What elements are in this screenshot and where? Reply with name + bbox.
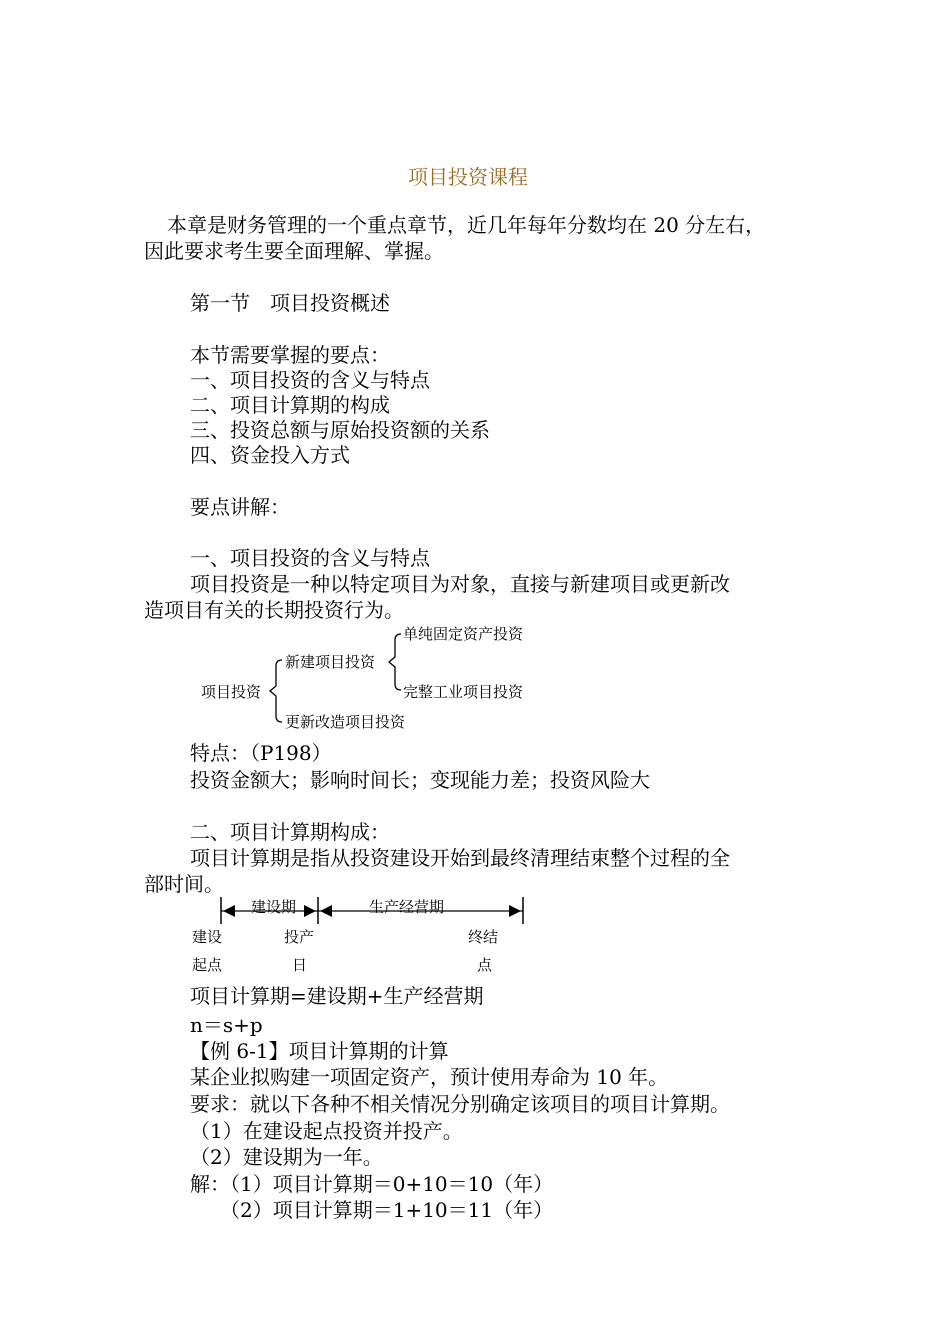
arrow-head (223, 905, 235, 917)
part1-definition-line-1: 项目投资是一种以特定项目为对象，直接与新建项目或更新改 (190, 572, 730, 596)
operation-date-label-2: 日 (292, 956, 308, 974)
part2-definition-line-2: 部时间。 (144, 872, 224, 896)
key-point-item: 二、项目计算期的构成 (190, 393, 390, 417)
end-point-label-2: 点 (477, 956, 493, 974)
part1-definition-line-2: 造项目有关的长期投资行为。 (144, 598, 404, 622)
diagram-pure-fixed-label: 单纯固定资产投资 (403, 625, 524, 643)
diagram-root-label: 项目投资 (201, 683, 262, 701)
page-title: 项目投资课程 (408, 165, 528, 189)
key-point-item: 三、投资总额与原始投资额的关系 (190, 418, 490, 442)
diagram-complete-industrial-label: 完整工业项目投资 (403, 683, 524, 701)
example-solution-1: 解：（1）项目计算期＝0+10＝10（年） (190, 1172, 554, 1196)
part2-definition-line-1: 项目计算期是指从投资建设开始到最终清理结束整个过程的全 (190, 846, 730, 870)
production-period-label: 生产经营期 (369, 898, 445, 916)
example-line-1: 某企业拟购建一项固定资产，预计使用寿命为 10 年。 (190, 1065, 669, 1089)
part2-heading: 二、项目计算期构成： (190, 820, 390, 844)
example-case-1: （1）在建设起点投资并投产。 (190, 1119, 463, 1143)
operation-date-label-1: 投产 (284, 928, 315, 946)
construction-period-label: 建设期 (251, 898, 297, 916)
formula-period: 项目计算期=建设期+生产经营期 (190, 984, 484, 1008)
key-point-item: 四、资金投入方式 (190, 443, 350, 467)
start-point-label-1: 建设 (192, 928, 223, 946)
features-label: 特点：（P198） (190, 741, 332, 765)
arrow-head (320, 905, 332, 917)
key-point-item: 一、项目投资的含义与特点 (190, 368, 430, 392)
example-solution-2: （2）项目计算期＝1+10＝11（年） (190, 1198, 554, 1222)
end-point-label-1: 终结 (468, 928, 499, 946)
example-line-2: 要求：就以下各种不相关情况分别确定该项目的项目计算期。 (190, 1092, 730, 1116)
features-text: 投资金额大；影响时间长；变现能力差；投资风险大 (190, 768, 650, 792)
diagram-renewal-project-label: 更新改造项目投资 (285, 713, 406, 731)
arrow-head (509, 905, 521, 917)
arrow-head (304, 905, 316, 917)
key-points-heading: 本节需要掌握的要点： (190, 343, 390, 367)
intro-line-2: 因此要求考生要全面理解、掌握。 (144, 239, 444, 263)
explain-heading: 要点讲解： (190, 495, 290, 519)
intro-line-1: 本章是财务管理的一个重点章节，近几年每年分数均在 20 分左右， (167, 213, 766, 237)
example-case-2: （2）建设期为一年。 (190, 1145, 383, 1169)
formula-symbolic: n＝s+p (190, 1013, 263, 1037)
section-heading: 第一节 项目投资概述 (190, 291, 390, 315)
start-point-label-2: 起点 (192, 956, 223, 974)
diagram-new-project-label: 新建项目投资 (285, 653, 376, 671)
part1-heading: 一、项目投资的含义与特点 (190, 546, 430, 570)
example-title: 【例 6-1】项目计算期的计算 (190, 1039, 449, 1063)
